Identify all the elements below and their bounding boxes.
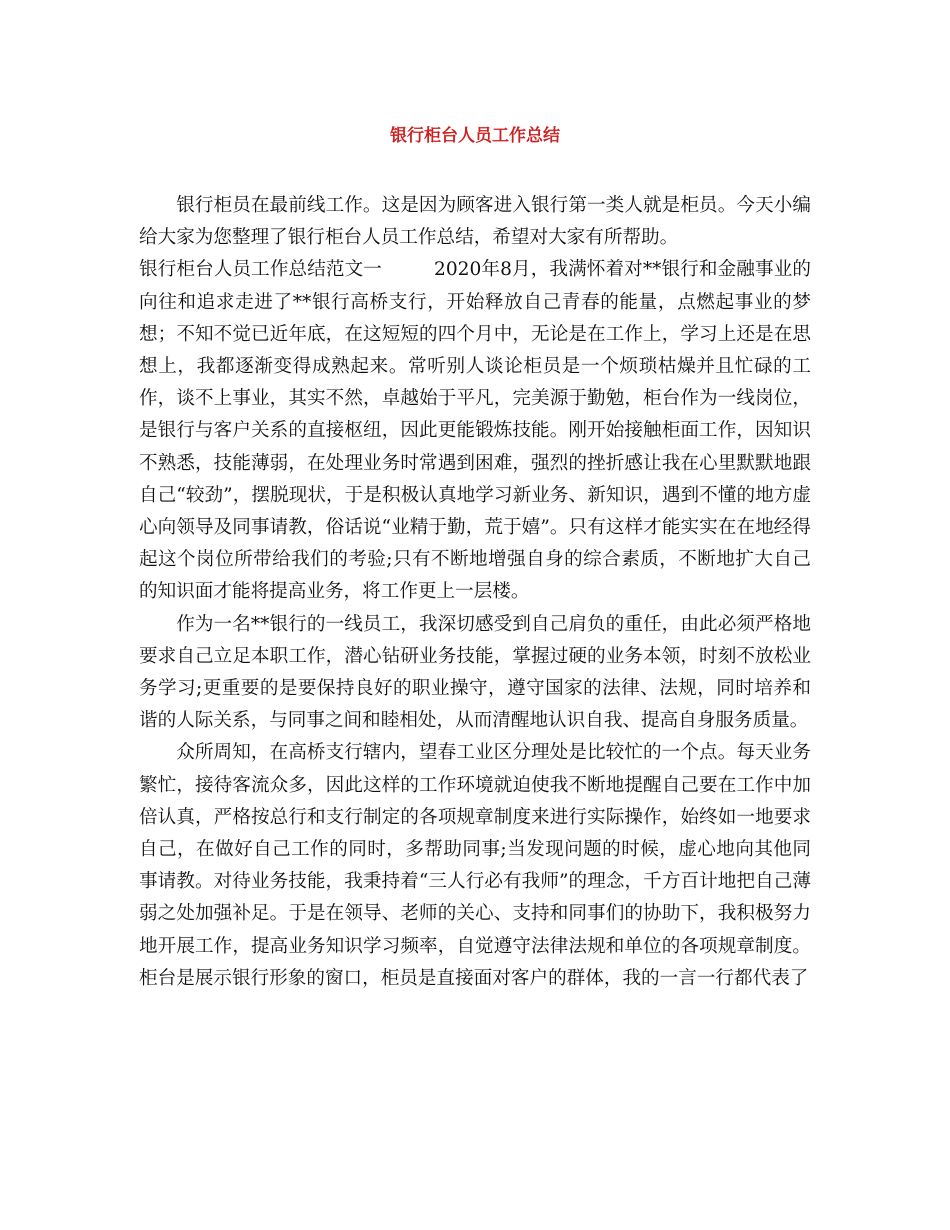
document-title: 银行柜台人员工作总结: [390, 126, 560, 146]
paragraph-intro: 银行柜员在最前线工作。这是因为顾客进入银行第一类人就是柜员。今天小编给大家为您整理了银行柜台人员工作总结，希望对大家有所帮助。: [139, 195, 811, 249]
sample-one-text: 2020年8月，我满怀着对**银行和金融事业的向往和追求走进了**银行高桥支行，开始释放自己青春的能量，点燃起事业的梦想；不知不觉已近年底，在这短短的四个月中，无论是在工作上，学习上还是在思想上，我都逐渐变得成熟起来。常听别人谈论柜员是一个烦琐枯燥并且忙碌的工作，谈不上事业，其实不然，卓越始于平凡，完美源于勤勉，柜台作为一线岗位，是银行与客户关系的直接枢纽，因此更能锻炼技能。刚开始接触柜面工作，因知识不熟悉，技能薄弱，在处理业务时常遇到困难，强烈的挫折感让我在心里默默地跟自己“较劲”，摆脱现状，于是积极认真地学习新业务、新知识，遇到不懂的地方虚心向领导及同事请教，俗话说“业精于勤，荒于嬉”。只有这样才能实实在在地经得起这个岗位所带给我们的考验;只有不断地增强自身的综合素质，不断地扩大自己的知识面才能将提高业务，将工作更上一层楼。: [139, 259, 811, 603]
document-body: [139, 190, 811, 995]
sample-heading: 银行柜台人员工作总结范文一: [139, 259, 382, 281]
paragraph-sample-one: [139, 254, 811, 608]
paragraph-workplace: 众所周知，在高桥支行辖内，望春工业区分理处是比较忙的一个点。每天业务繁忙，接待客流众多，因此这样的工作环境就迫使我不断地提醒自己要在工作中加倍认真，严格按总行和支行制定的各项规章制度来进行实际操作，始终如一地要求自己，在做好自己工作的同时，多帮助同事;当发现问题的时候，虚心地向其他同事请教。对待业务技能，我秉持着“三人行必有我师”的理念，千方百计地把自己薄弱之处加强补足。于是在领导、老师的关心、支持和同事们的协助下，我积极努力地开展工作，提高业务知识学习频率，自觉遵守法律法规和单位的各项规章制度。柜台是展示银行形象的窗口，柜员是直接面对客户的群体，我的一言一行都代表了: [139, 742, 811, 989]
paragraph-duty: 作为一名**银行的一线员工，我深切感受到自己肩负的重任，由此必须严格地要求自己立足本职工作，潜心钻研业务技能，掌握过硬的业务本领，时刻不放松业务学习;更重要的是要保持良好的职业操守，遵守国家的法律、法规，同时培养和谐的人际关系，与同事之间和睦相处，从而清醒地认识自我、提高自身服务质量。: [139, 613, 811, 732]
